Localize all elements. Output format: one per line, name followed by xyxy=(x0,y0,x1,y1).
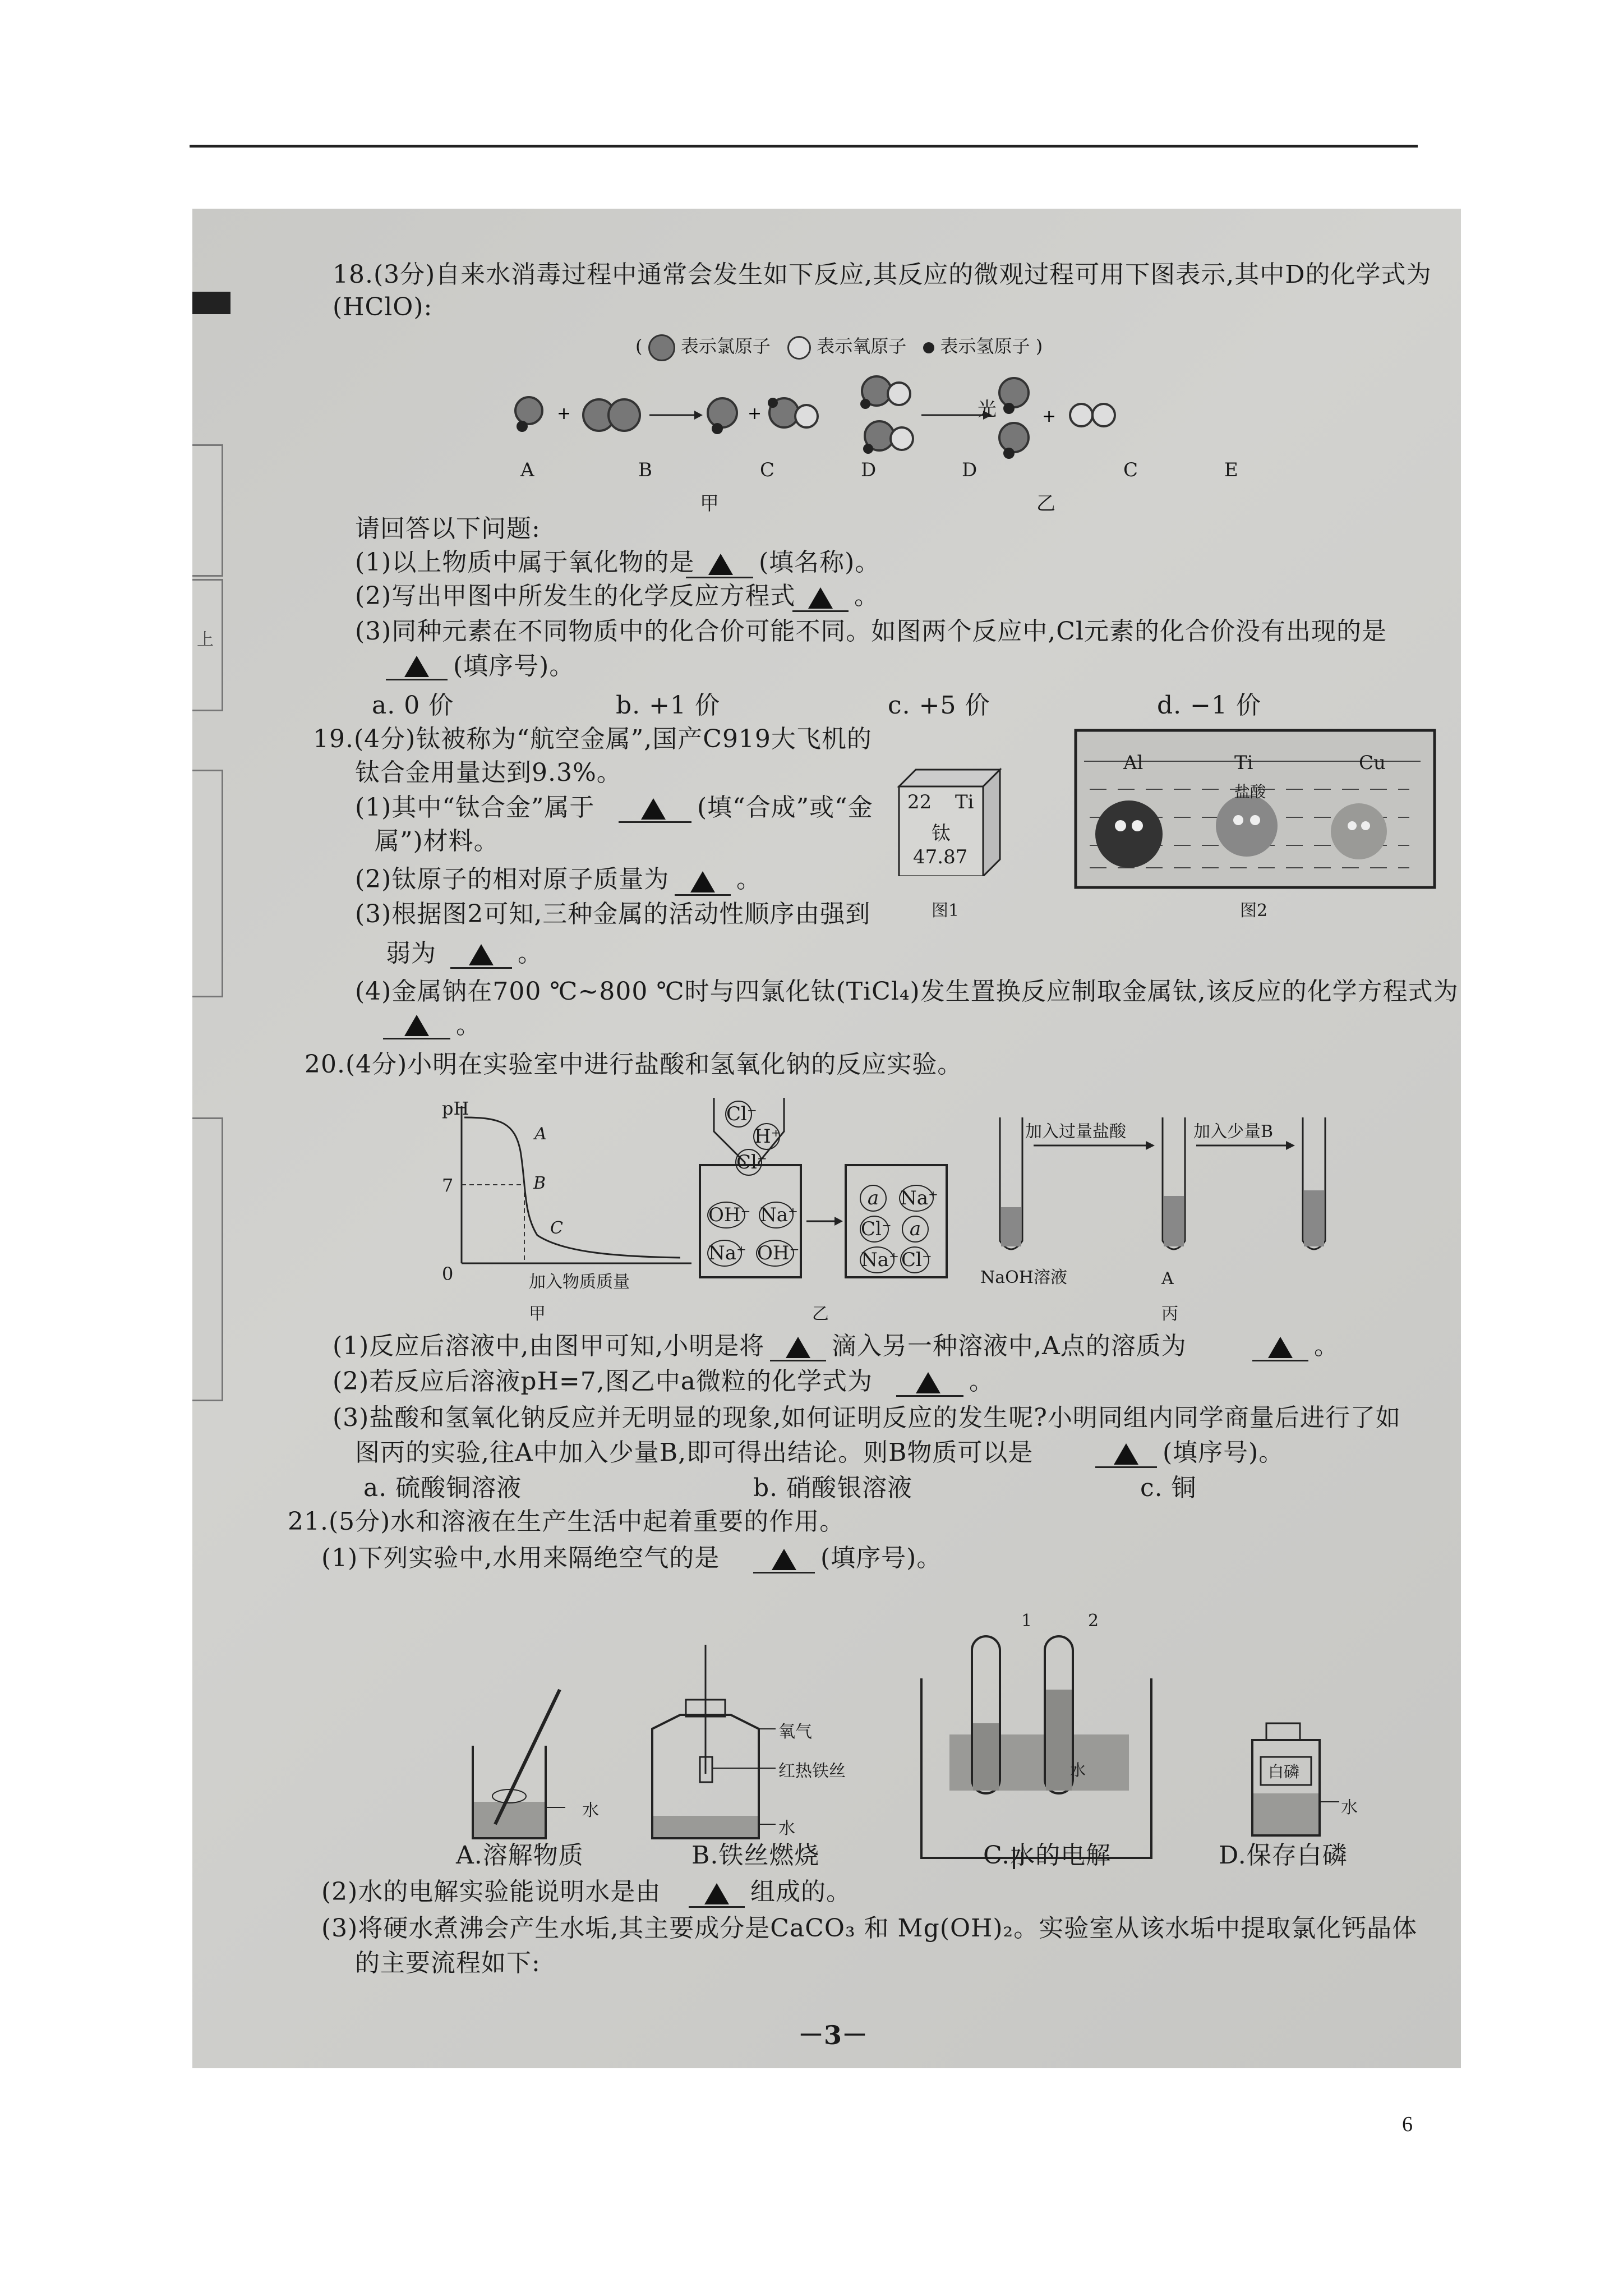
ph-zero: 0 xyxy=(442,1263,454,1285)
q18-opt-c: c. +5 价 xyxy=(888,691,990,720)
answer-triangle-icon xyxy=(404,1015,429,1036)
page-number: 6 xyxy=(1402,2113,1413,2136)
naoh-label: NaOH溶液 xyxy=(980,1268,1067,1287)
acid-label: 盐酸 xyxy=(1234,783,1266,801)
point-b: B xyxy=(533,1174,546,1193)
fig1-caption: 图1 xyxy=(932,901,960,921)
answer-blank xyxy=(619,821,691,823)
q20-part2: (2)若反应后溶液pH=7,图乙中a微粒的化学式为 xyxy=(333,1367,873,1396)
tube-a-label: A xyxy=(1161,1269,1174,1289)
ph-curve-graph xyxy=(434,1101,703,1291)
q18-opt-b: b. +1 价 xyxy=(616,691,720,720)
point-c: C xyxy=(550,1218,563,1238)
q19-stem-2: 钛合金用量达到9.3%。 xyxy=(355,758,622,787)
o-atom-icon xyxy=(787,336,811,360)
ion: Cl⁻ xyxy=(735,1149,762,1176)
q20-part3: (3)盐酸和氢氧化钠反应并无明显的现象,如何证明反应的发生呢?小明同组内同学商量后进行了如 xyxy=(333,1404,1401,1432)
ion: OH⁻ xyxy=(707,1202,745,1228)
q18-part3: (3)同种元素在不同物质中的化合价可能不同。如图两个反应中,Cl元素的化合价没有出现的是 xyxy=(355,617,1387,646)
answer-blank xyxy=(770,1360,826,1361)
binding-box xyxy=(192,444,223,577)
answer-blank xyxy=(792,610,849,612)
answer-blank xyxy=(896,1395,963,1397)
iron-wire-label: 红热铁丝 xyxy=(778,1761,846,1781)
binding-box xyxy=(192,770,223,997)
molecule-d-pair xyxy=(860,376,913,454)
molecule-c xyxy=(708,398,737,434)
metal-al: Al xyxy=(1123,752,1144,774)
q21-stem: 21.(5分)水和溶液在生产生活中起着重要的作用。 xyxy=(288,1507,845,1536)
answer-triangle-icon xyxy=(404,656,429,677)
q19-stem: 19.(4分)钛被称为“航空金属”,国产C919大飞机的 xyxy=(313,725,872,753)
q18-part1: (1)以上物质中属于氧化物的是 xyxy=(355,548,695,577)
answer-triangle-icon xyxy=(690,871,715,892)
q20-part3-line2: 图丙的实验,往A中加入少量B,即可得出结论。则B物质可以是 xyxy=(355,1438,1034,1467)
q20-opt-b: b. 硝酸银溶液 xyxy=(753,1474,913,1502)
q18-stem: 18.(3分)自来水消毒过程中通常会发生如下反应,其反应的微观过程可用下图表示,其中D的化学式为 xyxy=(333,260,1432,289)
molecule-a xyxy=(515,397,542,432)
answer-triangle-icon xyxy=(772,1549,796,1570)
q19-part1-line2: 属”)材料。 xyxy=(375,827,499,855)
answer-blank xyxy=(450,967,512,969)
q20-part1-mid: 滴入另一种溶液中,A点的溶质为 xyxy=(832,1332,1187,1360)
caption-c: C.水的电解 xyxy=(983,1841,1112,1870)
q21-part3-line2: 的主要流程如下: xyxy=(355,1949,541,1977)
q19-part3-line2: 弱为 xyxy=(386,939,436,968)
answer-triangle-icon xyxy=(916,1372,940,1393)
label-a: A xyxy=(520,459,534,481)
answer-triangle-icon xyxy=(808,587,833,609)
tube-2-label: 2 xyxy=(1088,1611,1099,1631)
bottle-b xyxy=(652,1645,776,1838)
cell-name: 钛 xyxy=(932,822,951,845)
ion: a xyxy=(902,1216,929,1243)
answer-blank xyxy=(1252,1360,1308,1361)
svg-text:+: + xyxy=(1042,407,1057,426)
light-label: 光 xyxy=(978,398,997,421)
answer-triangle-icon xyxy=(469,944,494,965)
label-d: D xyxy=(861,459,877,481)
answer-blank xyxy=(383,1038,450,1039)
answer-triangle-icon xyxy=(1114,1443,1138,1465)
cell-mass: 47.87 xyxy=(913,846,968,868)
answer-blank xyxy=(689,1906,745,1908)
q18-part2-tail: 。 xyxy=(854,582,879,610)
point-a: A xyxy=(534,1124,547,1144)
q18-legend: ( 表示氯原子 表示氧原子 表示氢原子 ) xyxy=(635,332,1043,361)
label-jia: 甲 xyxy=(700,493,719,515)
q19-part2: (2)钛原子的相对原子质量为 xyxy=(355,865,670,894)
cell-symbol: Ti xyxy=(955,791,974,813)
answer-triangle-icon xyxy=(1268,1337,1293,1358)
q21-part1-tail: (填序号)。 xyxy=(820,1544,942,1572)
tube-1-label: 1 xyxy=(1021,1611,1032,1631)
q19-part1: (1)其中“钛合金”属于 xyxy=(355,793,595,822)
answer-triangle-icon xyxy=(708,554,733,575)
fig2-caption: 图2 xyxy=(1240,901,1268,921)
caption-a: A.溶解物质 xyxy=(456,1841,584,1870)
ph-seven: 7 xyxy=(442,1175,454,1196)
q18-reaction-diagram xyxy=(506,366,1460,506)
ion: Na⁺ xyxy=(759,1202,794,1228)
metal-cu: Cu xyxy=(1359,752,1386,774)
q18-part1-tail: (填名称)。 xyxy=(759,548,880,577)
caption-b: B.铁丝燃烧 xyxy=(691,1841,820,1870)
water-label-d: 水 xyxy=(1341,1798,1358,1818)
q19-part3-tail: 。 xyxy=(518,939,543,968)
binding-mark xyxy=(192,292,230,314)
ion: Cl⁻ xyxy=(860,1216,889,1243)
q20-stem: 20.(4分)小明在实验室中进行盐酸和氢氧化钠的反应实验。 xyxy=(305,1050,963,1079)
svg-text:+: + xyxy=(557,404,571,424)
four-experiments-figure xyxy=(462,1634,1404,1869)
q20-opt-a: a. 硫酸铜溶液 xyxy=(363,1474,522,1502)
answer-blank xyxy=(686,577,753,578)
ion: OH⁻ xyxy=(756,1240,794,1267)
q21-part2-tail: 组成的。 xyxy=(750,1878,851,1906)
ion: Na⁺ xyxy=(707,1240,742,1267)
q18-part2: (2)写出甲图中所发生的化学反应方程式 xyxy=(355,582,796,610)
ph-axis-label: pH xyxy=(442,1098,469,1119)
q21-part3: (3)将硬水煮沸会产生水垢,其主要成分是CaCO₃ 和 Mg(OH)₂。实验室从该水垢中提取氯化钙晶体 xyxy=(321,1914,1418,1943)
side-char: 上 xyxy=(197,630,214,650)
cl-atom-icon xyxy=(648,334,675,361)
label-d2: D xyxy=(962,459,978,481)
ion: Na⁺ xyxy=(860,1246,895,1273)
answer-triangle-icon xyxy=(704,1883,729,1904)
ion: Na⁺ xyxy=(899,1185,934,1212)
binding-box xyxy=(192,1117,223,1401)
ion: Cl⁻ xyxy=(900,1246,929,1273)
molecule-e xyxy=(1070,404,1115,426)
molecule-c-pair xyxy=(999,378,1029,459)
molecule-b xyxy=(583,399,640,431)
binding-box xyxy=(192,579,223,711)
electrolysis-c xyxy=(921,1636,1151,1869)
beaker-a xyxy=(473,1690,565,1838)
caption-d: D.保存白磷 xyxy=(1219,1841,1348,1870)
q20-part1: (1)反应后溶液中,由图甲可知,小明是将 xyxy=(333,1332,765,1360)
white-phosphorus-label: 白磷 xyxy=(1268,1763,1300,1781)
scan-page-label: －3－ xyxy=(798,2020,868,2050)
q20-opt-c: c. 铜 xyxy=(1140,1474,1197,1502)
q20-part1-tail: 。 xyxy=(1314,1332,1339,1360)
add-excess-acid-label: 加入过量盐酸 xyxy=(1025,1122,1126,1142)
label-b: B xyxy=(638,459,652,481)
q19-part2-tail: 。 xyxy=(736,865,762,894)
q18-stem-2: (HClO): xyxy=(333,293,433,321)
q19-part3: (3)根据图2可知,三种金属的活动性顺序由强到 xyxy=(355,900,871,928)
q20-part2-tail: 。 xyxy=(969,1367,994,1396)
water-label-a: 水 xyxy=(582,1801,599,1820)
water-label-b: 水 xyxy=(778,1819,795,1838)
ion: a xyxy=(860,1185,887,1212)
q19-part1-tail: (填“合成”或“金 xyxy=(697,793,873,822)
q18-part3-tail: (填序号)。 xyxy=(453,652,575,680)
label-jia: 甲 xyxy=(529,1304,546,1324)
q18-opt-d: d. −1 价 xyxy=(1157,691,1261,720)
q19-part4-tail: 。 xyxy=(456,1011,481,1039)
label-c2: C xyxy=(1123,459,1138,481)
answer-blank xyxy=(386,679,448,680)
ion: Cl⁻ xyxy=(725,1101,752,1128)
cell-atomic-number: 22 xyxy=(907,791,932,813)
q18-opt-a: a. 0 价 xyxy=(372,691,454,720)
answer-blank xyxy=(753,1572,815,1573)
answer-blank xyxy=(1095,1466,1157,1468)
molecule-d xyxy=(768,398,818,427)
x-axis-label: 加入物质质量 xyxy=(529,1272,630,1292)
label-yi: 乙 xyxy=(812,1304,829,1324)
q21-part1: (1)下列实验中,水用来隔绝空气的是 xyxy=(321,1544,720,1572)
svg-text:+: + xyxy=(748,404,762,424)
label-yi: 乙 xyxy=(1036,493,1055,515)
q18-prompt: 请回答以下问题: xyxy=(355,514,541,543)
q21-part2: (2)水的电解实验能说明水是由 xyxy=(321,1878,661,1906)
label-bing: 丙 xyxy=(1161,1304,1178,1324)
answer-triangle-icon xyxy=(641,798,666,820)
water-label-c: 水 xyxy=(1070,1761,1086,1779)
oxygen-label: 氧气 xyxy=(778,1722,812,1742)
label-c: C xyxy=(760,459,775,481)
q19-part4: (4)金属钠在700 ℃~800 ℃时与四氯化钛(TiCl₄)发生置换反应制取金属钛,该反应的化学方程式为 xyxy=(355,977,1459,1006)
answer-blank xyxy=(675,894,731,896)
header-rule xyxy=(190,145,1418,148)
scanned-exam-photo xyxy=(192,209,1461,2068)
h-atom-icon xyxy=(923,342,934,353)
answer-triangle-icon xyxy=(786,1337,810,1358)
ion: H⁺ xyxy=(753,1123,780,1150)
q20-part3-tail: (填序号)。 xyxy=(1163,1438,1284,1467)
label-e: E xyxy=(1224,459,1238,481)
metal-ti: Ti xyxy=(1234,752,1253,774)
add-b-label: 加入少量B xyxy=(1193,1122,1274,1142)
